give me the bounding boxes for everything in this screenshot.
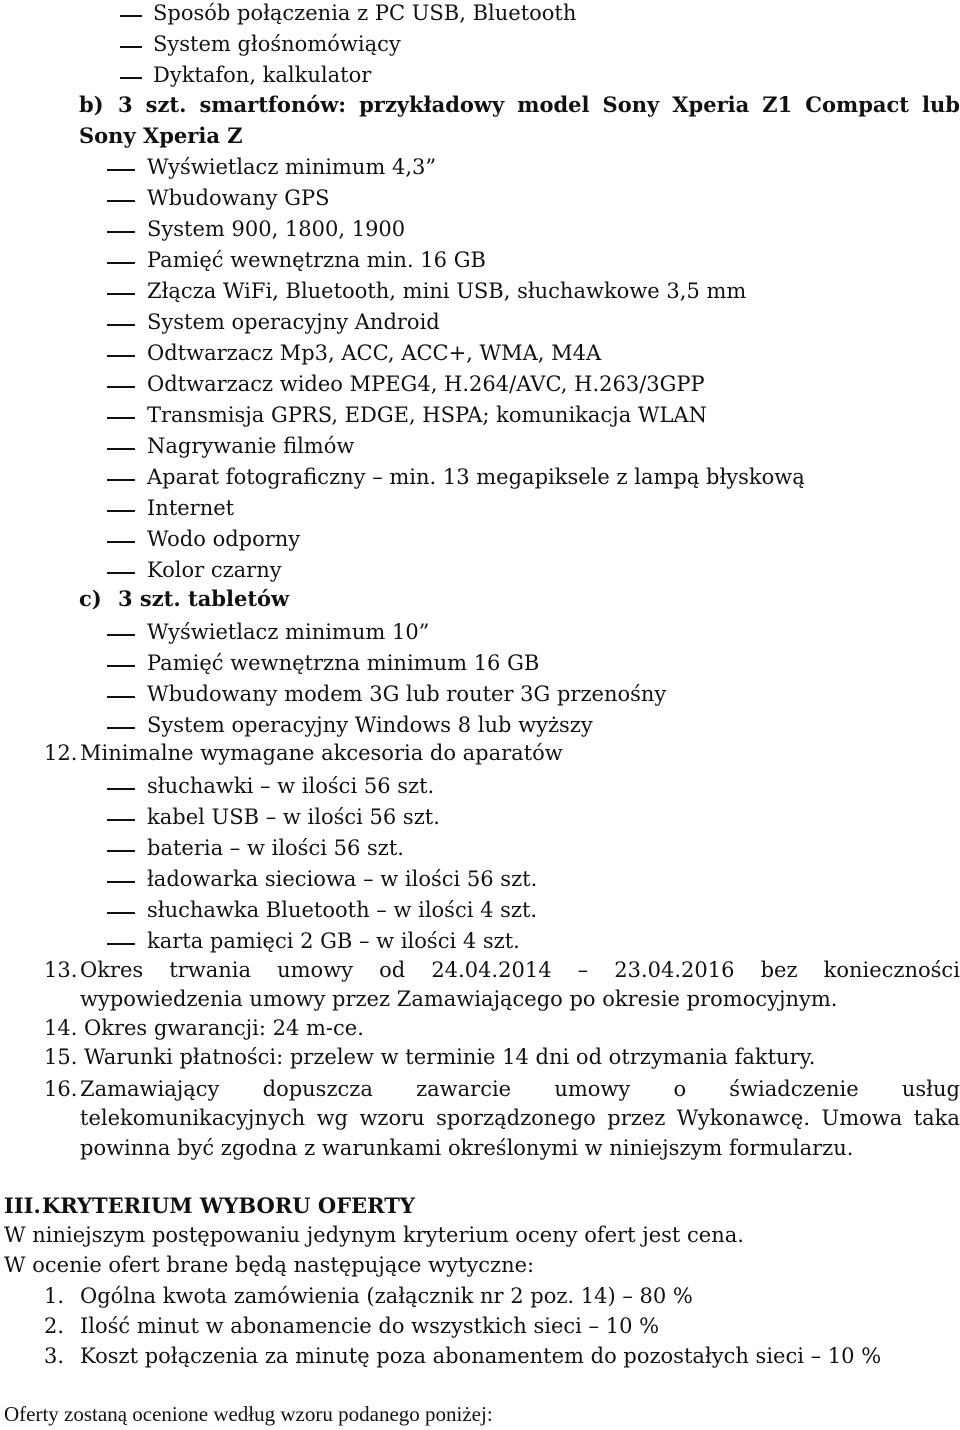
word: zawarcie xyxy=(416,1077,512,1101)
list-dash xyxy=(107,355,135,357)
point-number: 12. xyxy=(44,741,78,765)
list-dash xyxy=(120,46,142,48)
word: świadczenie xyxy=(729,1077,859,1101)
list-dash xyxy=(107,541,135,543)
list-dash xyxy=(107,417,135,419)
list-item: ładowarka sieciowa – w ilości 56 szt. xyxy=(147,867,538,891)
list-dash xyxy=(107,665,135,667)
list-item: Internet xyxy=(147,496,235,520)
list-item: karta pamięci 2 GB – w ilości 4 szt. xyxy=(147,929,520,953)
heading-word: 3 xyxy=(118,92,133,117)
list-item: Wyświetlacz minimum 10” xyxy=(147,620,430,644)
list-item: Sposób połączenia z PC USB, Bluetooth xyxy=(153,1,577,25)
word: od xyxy=(379,958,406,982)
list-item: Odtwarzacz wideo MPEG4, H.264/AVC, H.263/3GPP xyxy=(147,372,705,396)
list-item: System 900, 1800, 1900 xyxy=(147,217,406,241)
point-text: Okres gwarancji: 24 m-ce. xyxy=(84,1016,364,1040)
list-dash xyxy=(107,943,135,945)
section-iii-title: KRYTERIUM WYBORU OFERTY xyxy=(42,1193,415,1218)
point-16-line3: powinna być zgodna z warunkami określonymi w niniejszym formularzu. xyxy=(80,1136,854,1160)
list-item: Odtwarzacz Mp3, ACC, ACC+, WMA, M4A xyxy=(147,341,602,365)
list-dash xyxy=(107,169,135,171)
word: konieczności xyxy=(823,958,960,982)
list-dash xyxy=(107,479,135,481)
heading-word: Z1 xyxy=(762,92,793,117)
list-item: System głośnomówiący xyxy=(153,32,401,56)
section-c-heading: 3 szt. tabletów xyxy=(118,586,290,611)
section-b-marker: b) xyxy=(79,92,104,117)
list-item: Dyktafon, kalkulator xyxy=(153,63,372,87)
heading-word: Sony xyxy=(602,92,660,117)
list-item: Pamięć wewnętrzna min. 16 GB xyxy=(147,248,486,272)
section-iii-line1: W niniejszym postępowaniu jedynym kryterium oceny ofert jest cena. xyxy=(4,1223,744,1247)
point-16-line1 xyxy=(80,1076,960,1102)
list-dash xyxy=(107,448,135,450)
heading-word: Xperia xyxy=(672,92,750,117)
list-item: Wyświetlacz minimum 4,3” xyxy=(147,155,437,179)
list-item: słuchawki – w ilości 56 szt. xyxy=(147,774,435,798)
section-iii-numeral: III. xyxy=(4,1193,41,1218)
word: taka xyxy=(913,1106,960,1130)
list-item: Kolor czarny xyxy=(147,558,282,582)
word: sporządzonego xyxy=(436,1106,596,1130)
word: Okres xyxy=(80,958,144,982)
point-number: 14. xyxy=(44,1016,78,1040)
point-text: Warunki płatności: przelew w terminie 14 dni od otrzymania faktury. xyxy=(84,1045,816,1069)
point-13-line2: wypowiedzenia umowy przez Zamawiającego po okresie promocyjnym. xyxy=(80,987,838,1011)
list-item: Pamięć wewnętrzna minimum 16 GB xyxy=(147,651,540,675)
word: o xyxy=(673,1077,687,1101)
criterion-text: Ilość minut w abonamencie do wszystkich sieci – 10 % xyxy=(80,1314,660,1338)
heading-word: Compact xyxy=(805,92,909,117)
list-item: Nagrywanie filmów xyxy=(147,434,355,458)
word: bez xyxy=(760,958,798,982)
list-dash xyxy=(107,850,135,852)
list-dash xyxy=(107,262,135,264)
word: dopuszcza xyxy=(262,1077,373,1101)
point-16-line2 xyxy=(80,1105,960,1131)
word: 23.04.2016 xyxy=(614,958,735,982)
section-b-heading-cont: Sony Xperia Z xyxy=(79,123,243,148)
criterion-text: Koszt połączenia za minutę poza abonamentem do pozostałych sieci – 10 % xyxy=(80,1344,882,1368)
word: Umowa xyxy=(821,1106,903,1130)
word: – xyxy=(577,958,589,982)
heading-word: szt. xyxy=(145,92,187,117)
list-item: Wbudowany modem 3G lub router 3G przenośny xyxy=(147,682,667,706)
list-item: Złącza WiFi, Bluetooth, mini USB, słuchawkowe 3,5 mm xyxy=(147,279,747,303)
section-c-marker: c) xyxy=(79,586,102,611)
list-item: kabel USB – w ilości 56 szt. xyxy=(147,805,440,829)
criterion-number: 3. xyxy=(44,1344,65,1368)
list-item: System operacyjny Android xyxy=(147,310,440,334)
point-number: 13. xyxy=(44,958,78,982)
section-b-heading xyxy=(118,92,960,118)
word: 24.04.2014 xyxy=(431,958,552,982)
list-dash xyxy=(107,200,135,202)
list-dash xyxy=(107,696,135,698)
list-item: Wbudowany GPS xyxy=(147,186,330,210)
list-dash xyxy=(107,727,135,729)
word: umowy xyxy=(554,1077,631,1101)
list-dash xyxy=(107,788,135,790)
list-dash xyxy=(107,572,135,574)
list-dash xyxy=(107,324,135,326)
heading-word: przykładowy xyxy=(359,92,505,117)
word: wg xyxy=(316,1106,348,1130)
list-dash xyxy=(107,293,135,295)
list-dash xyxy=(107,386,135,388)
list-item: Transmisja GPRS, EDGE, HSPA; komunikacja WLAN xyxy=(147,403,707,427)
list-dash xyxy=(107,510,135,512)
list-item: bateria – w ilości 56 szt. xyxy=(147,836,404,860)
list-dash xyxy=(120,77,142,79)
list-dash xyxy=(107,881,135,883)
list-dash xyxy=(120,15,142,17)
heading-word: model xyxy=(517,92,590,117)
heading-word: lub xyxy=(922,92,960,117)
list-dash xyxy=(107,912,135,914)
word: Wykonawcę. xyxy=(676,1106,811,1130)
list-dash xyxy=(107,231,135,233)
point-number: 16. xyxy=(44,1077,78,1101)
point-text: Minimalne wymagane akcesoria do aparatów xyxy=(80,741,563,765)
criterion-number: 2. xyxy=(44,1314,65,1338)
list-item: System operacyjny Windows 8 lub wyższy xyxy=(147,713,593,737)
word: Zamawiający xyxy=(80,1077,220,1101)
word: przez xyxy=(607,1106,666,1130)
list-item: Wodo odporny xyxy=(147,527,301,551)
list-item: słuchawka Bluetooth – w ilości 4 szt. xyxy=(147,898,538,922)
section-iii-footer: Oferty zostaną ocenione według wzoru podanego poniżej: xyxy=(4,1402,493,1426)
list-item: Aparat fotograficzny – min. 13 megapiksele z lampą błyskową xyxy=(147,465,805,489)
point-13-line1 xyxy=(80,957,960,983)
word: wzoru xyxy=(359,1106,425,1130)
section-iii-line2: W ocenie ofert brane będą następujące wytyczne: xyxy=(4,1253,535,1277)
list-dash xyxy=(107,634,135,636)
word: umowy xyxy=(277,958,354,982)
word: trwania xyxy=(169,958,252,982)
word: telekomunikacyjnych xyxy=(80,1106,306,1130)
word: usług xyxy=(901,1077,960,1101)
point-number: 15. xyxy=(44,1045,78,1069)
criterion-number: 1. xyxy=(44,1284,65,1308)
criterion-text: Ogólna kwota zamówienia (załącznik nr 2 poz. 14) – 80 % xyxy=(80,1284,693,1308)
heading-word: smartfonów: xyxy=(199,92,347,117)
list-dash xyxy=(107,819,135,821)
